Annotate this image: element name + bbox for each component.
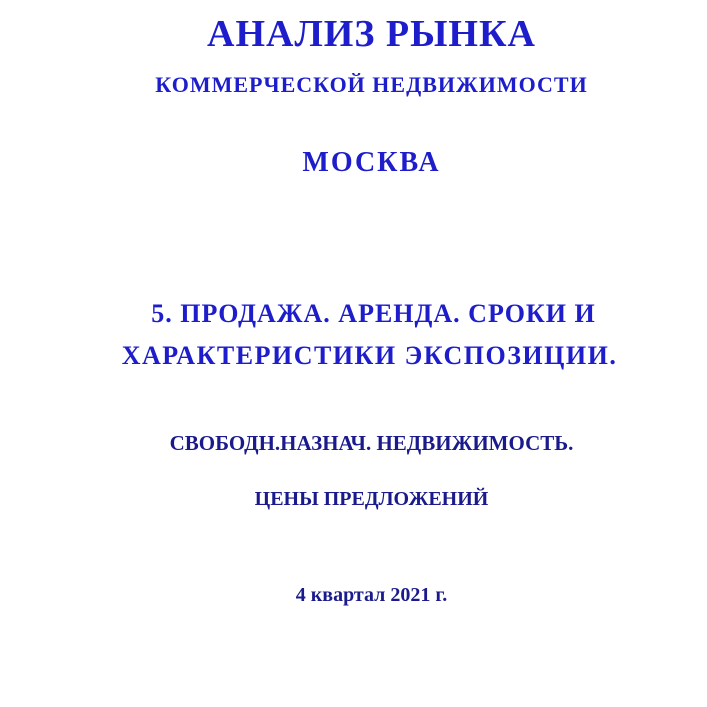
- property-category: СВОБОДН.НАЗНАЧ. НЕДВИЖИМОСТЬ.: [169, 431, 574, 455]
- document-title: АНАЛИЗ РЫНКА: [207, 13, 536, 55]
- document-subtitle: КОММЕРЧЕСКОЙ НЕДВИЖИМОСТИ: [155, 72, 588, 97]
- section-heading-line-1: 5. ПРОДАЖА. АРЕНДА. СРОКИ И: [151, 299, 596, 328]
- report-period: 4 квартал 2021 г.: [295, 584, 448, 606]
- price-type-label: ЦЕНЫ ПРЕДЛОЖЕНИЙ: [254, 488, 489, 510]
- city-heading: МОСКВА: [302, 147, 441, 178]
- section-heading-line-2: ХАРАКТЕРИСТИКИ ЭКСПОЗИЦИИ.: [121, 341, 618, 370]
